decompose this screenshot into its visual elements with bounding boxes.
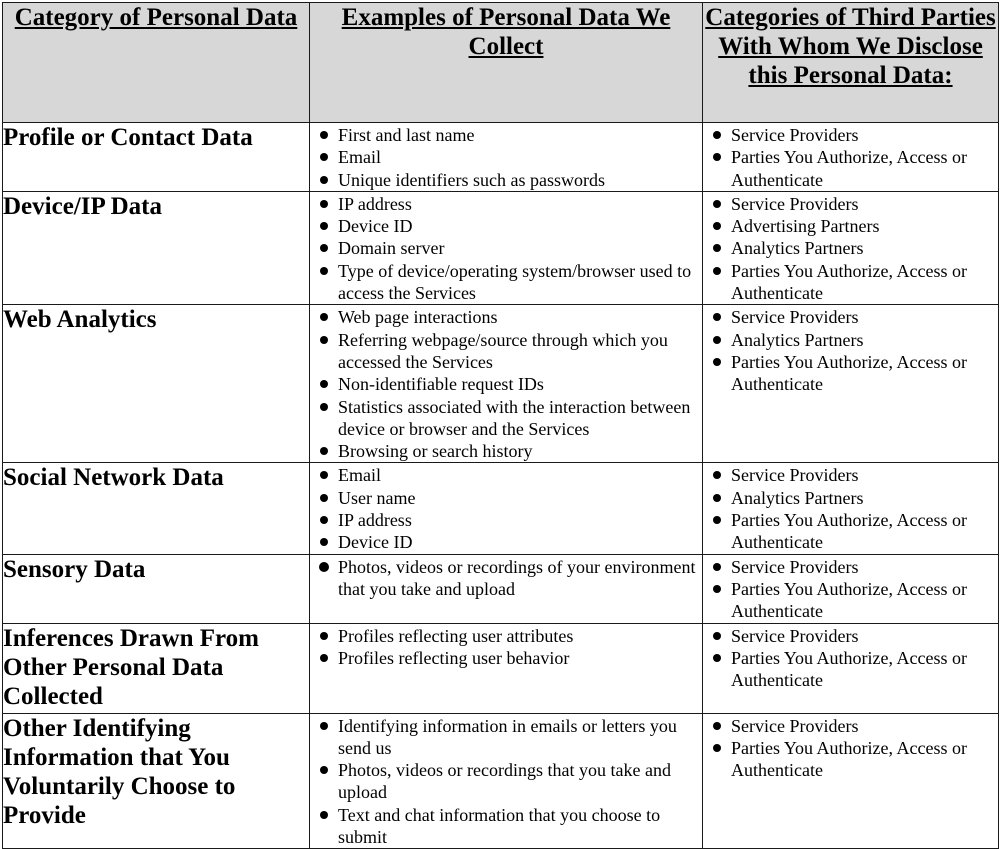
third-parties-list xyxy=(703,555,998,623)
list-item: Web page interactions xyxy=(318,306,696,328)
examples-cell xyxy=(310,191,703,304)
list-item: Service Providers xyxy=(711,306,992,328)
list-item: Non-identifiable request IDs xyxy=(318,373,696,395)
third-parties-list xyxy=(703,305,998,395)
examples-cell xyxy=(310,123,703,192)
list-item: Domain server xyxy=(318,237,696,259)
examples-list xyxy=(310,624,702,670)
examples-list xyxy=(310,463,702,553)
list-item: Parties You Authorize, Access or Authenticate xyxy=(711,578,992,623)
list-item: Text and chat information that you choose to submit xyxy=(318,804,696,849)
category-cell: Other Identifying Information that You Voluntarily Choose to Provide xyxy=(3,713,310,849)
list-item: IP address xyxy=(318,193,696,215)
list-item: Unique identifiers such as passwords xyxy=(318,169,696,191)
list-item: Device ID xyxy=(318,215,696,237)
list-item: Browsing or search history xyxy=(318,440,696,462)
third-parties-list xyxy=(703,463,998,553)
examples-list xyxy=(310,192,702,304)
list-item: Parties You Authorize, Access or Authenticate xyxy=(711,737,992,782)
list-item: Email xyxy=(318,464,696,486)
third-parties-cell xyxy=(703,623,999,713)
list-item: Type of device/operating system/browser used to access the Services xyxy=(318,260,696,305)
table-row xyxy=(3,191,999,304)
list-item: Advertising Partners xyxy=(711,215,992,237)
list-item: Referring webpage/source through which you accessed the Services xyxy=(318,329,696,374)
personal-data-table xyxy=(2,2,999,849)
third-parties-cell xyxy=(703,305,999,463)
table-row xyxy=(3,305,999,463)
header-row xyxy=(3,3,999,123)
list-item: Parties You Authorize, Access or Authenticate xyxy=(711,146,992,191)
category-cell: Web Analytics xyxy=(3,305,310,463)
table-row xyxy=(3,554,999,623)
third-parties-list xyxy=(703,123,998,191)
third-parties-list xyxy=(703,192,998,304)
third-parties-cell xyxy=(703,191,999,304)
list-item: Service Providers xyxy=(711,464,992,486)
third-parties-cell xyxy=(703,554,999,623)
list-item: Analytics Partners xyxy=(711,329,992,351)
header-examples: Examples of Personal Data We Collect xyxy=(310,3,703,123)
list-item: Photos, videos or recordings that you take and upload xyxy=(318,759,696,804)
table-row xyxy=(3,463,999,554)
examples-cell xyxy=(310,713,703,849)
list-item: Profiles reflecting user attributes xyxy=(318,625,696,647)
header-category: Category of Personal Data xyxy=(3,3,310,123)
category-cell: Sensory Data xyxy=(3,554,310,623)
third-parties-list xyxy=(703,624,998,692)
examples-cell xyxy=(310,305,703,463)
examples-list xyxy=(310,714,702,849)
list-item: Photos, videos or recordings of your environment that you take and upload xyxy=(318,556,696,601)
list-item: Analytics Partners xyxy=(711,237,992,259)
examples-cell xyxy=(310,554,703,623)
list-item: Parties You Authorize, Access or Authenticate xyxy=(711,260,992,305)
list-item: Device ID xyxy=(318,531,696,553)
list-item: User name xyxy=(318,487,696,509)
third-parties-list xyxy=(703,714,998,782)
list-item: Service Providers xyxy=(711,715,992,737)
category-cell: Device/IP Data xyxy=(3,191,310,304)
table-row xyxy=(3,623,999,713)
third-parties-cell xyxy=(703,463,999,554)
third-parties-cell xyxy=(703,123,999,192)
list-item: Parties You Authorize, Access or Authenticate xyxy=(711,351,992,396)
list-item: Statistics associated with the interaction between device or browser and the Services xyxy=(318,396,696,441)
category-cell: Inferences Drawn From Other Personal Data Collected xyxy=(3,623,310,713)
list-item: Profiles reflecting user behavior xyxy=(318,647,696,669)
examples-list xyxy=(310,123,702,191)
list-item: Service Providers xyxy=(711,625,992,647)
category-cell: Social Network Data xyxy=(3,463,310,554)
list-item: First and last name xyxy=(318,124,696,146)
list-item: Email xyxy=(318,146,696,168)
list-item: Service Providers xyxy=(711,556,992,578)
header-third-parties: Categories of Third Parties With Whom We Disclose this Personal Data: xyxy=(703,3,999,123)
list-item: Analytics Partners xyxy=(711,487,992,509)
examples-cell xyxy=(310,463,703,554)
examples-cell xyxy=(310,623,703,713)
third-parties-cell xyxy=(703,713,999,849)
examples-list xyxy=(310,555,702,601)
table-row xyxy=(3,713,999,849)
list-item: Service Providers xyxy=(711,124,992,146)
table-row xyxy=(3,123,999,192)
examples-list xyxy=(310,305,702,462)
list-item: Service Providers xyxy=(711,193,992,215)
list-item: Parties You Authorize, Access or Authenticate xyxy=(711,647,992,692)
list-item: IP address xyxy=(318,509,696,531)
list-item: Identifying information in emails or letters you send us xyxy=(318,715,696,760)
category-cell: Profile or Contact Data xyxy=(3,123,310,192)
list-item: Parties You Authorize, Access or Authenticate xyxy=(711,509,992,554)
